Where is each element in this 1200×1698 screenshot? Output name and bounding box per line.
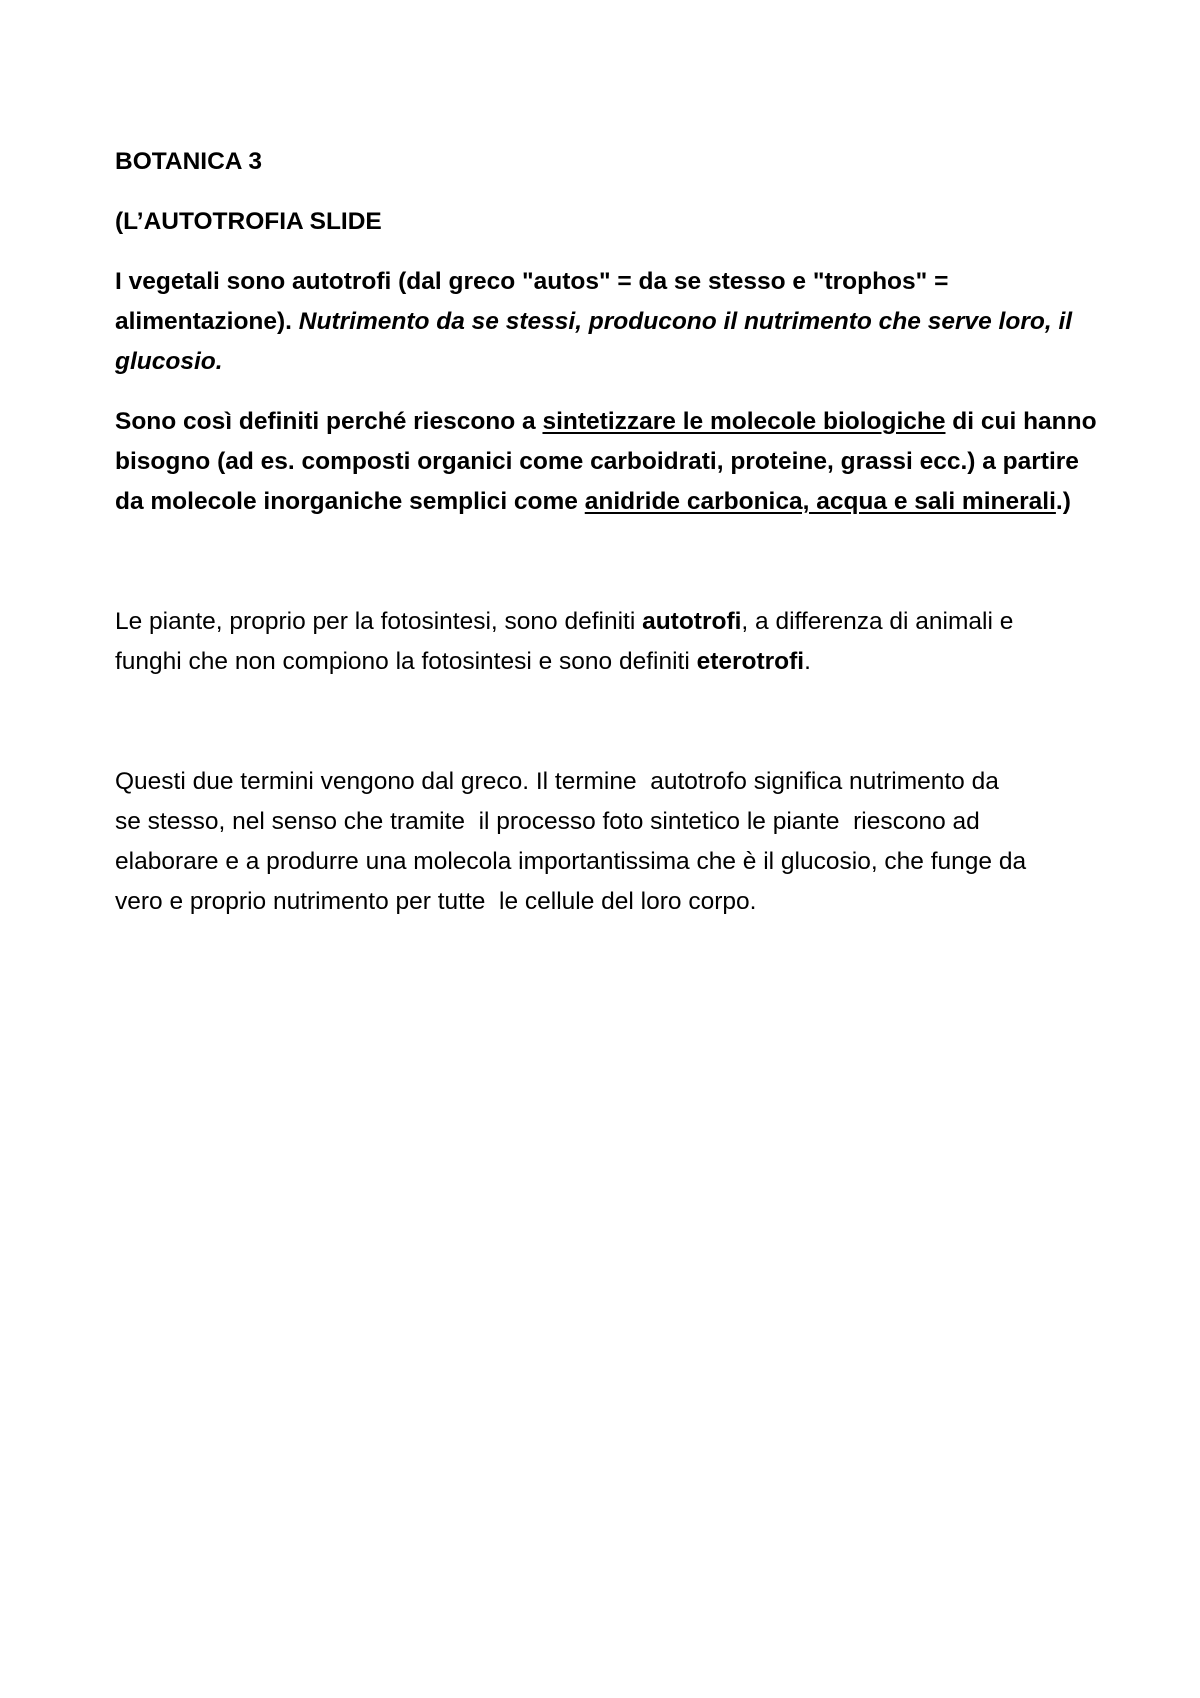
paragraph-1-line-1: I vegetali sono autotrofi (dal greco "autos" = da se stesso e "trophos" = — [115, 268, 949, 295]
paragraph-4-line-1: Questi due termini vengono dal greco. Il termine autotrofo significa nutrimento da — [115, 768, 999, 795]
document-subtitle: (L’AUTOTROFIA SLIDE — [115, 208, 382, 235]
paragraph-1-line-2 — [115, 302, 1072, 342]
paragraph-2-text: .) — [1055, 488, 1071, 515]
paragraph-2-line-3 — [115, 482, 1071, 522]
paragraph-2-text: di cui hanno — [945, 408, 1097, 435]
paragraph-1-line-3: glucosio. — [115, 348, 223, 375]
paragraph-2-text: Sono così definiti perché riescono a — [115, 408, 543, 435]
paragraph-3-text: , a differenza di animali e — [741, 608, 1014, 635]
paragraph-3-text: Le piante, proprio per la fotosintesi, sono definiti — [115, 608, 643, 635]
paragraph-1-italic-text: Nutrimento da se stessi, producono il nutrimento che serve loro, il — [298, 308, 1073, 335]
paragraph-2-text: da molecole inorganiche semplici come — [115, 488, 585, 515]
paragraph-2-underlined-text: sintetizzare le molecole biologiche — [542, 408, 946, 435]
eterotrofi-term: eterotrofi — [696, 648, 805, 675]
paragraph-3-text: . — [804, 648, 811, 675]
paragraph-2-line-2: bisogno (ad es. composti organici come carboidrati, proteine, grassi ecc.) a partire — [115, 448, 1079, 475]
document-title: BOTANICA 3 — [115, 148, 262, 175]
paragraph-2-underlined-text: anidride carbonica, acqua e sali minerali — [584, 488, 1056, 515]
paragraph-3-line-1 — [115, 602, 1013, 642]
paragraph-4-line-2: se stesso, nel senso che tramite il processo foto sintetico le piante riescono ad — [115, 808, 980, 835]
paragraph-1-bold-text: alimentazione). — [115, 308, 299, 335]
autotrofi-term: autotrofi — [642, 608, 742, 635]
paragraph-3-line-2 — [115, 642, 811, 682]
paragraph-4-line-3: elaborare e a produrre una molecola importantissima che è il glucosio, che funge da — [115, 848, 1027, 875]
paragraph-2-line-1 — [115, 402, 1097, 442]
paragraph-4-line-4: vero e proprio nutrimento per tutte le cellule del loro corpo. — [115, 888, 757, 915]
paragraph-3-text: funghi che non compiono la fotosintesi e sono definiti — [115, 648, 697, 675]
